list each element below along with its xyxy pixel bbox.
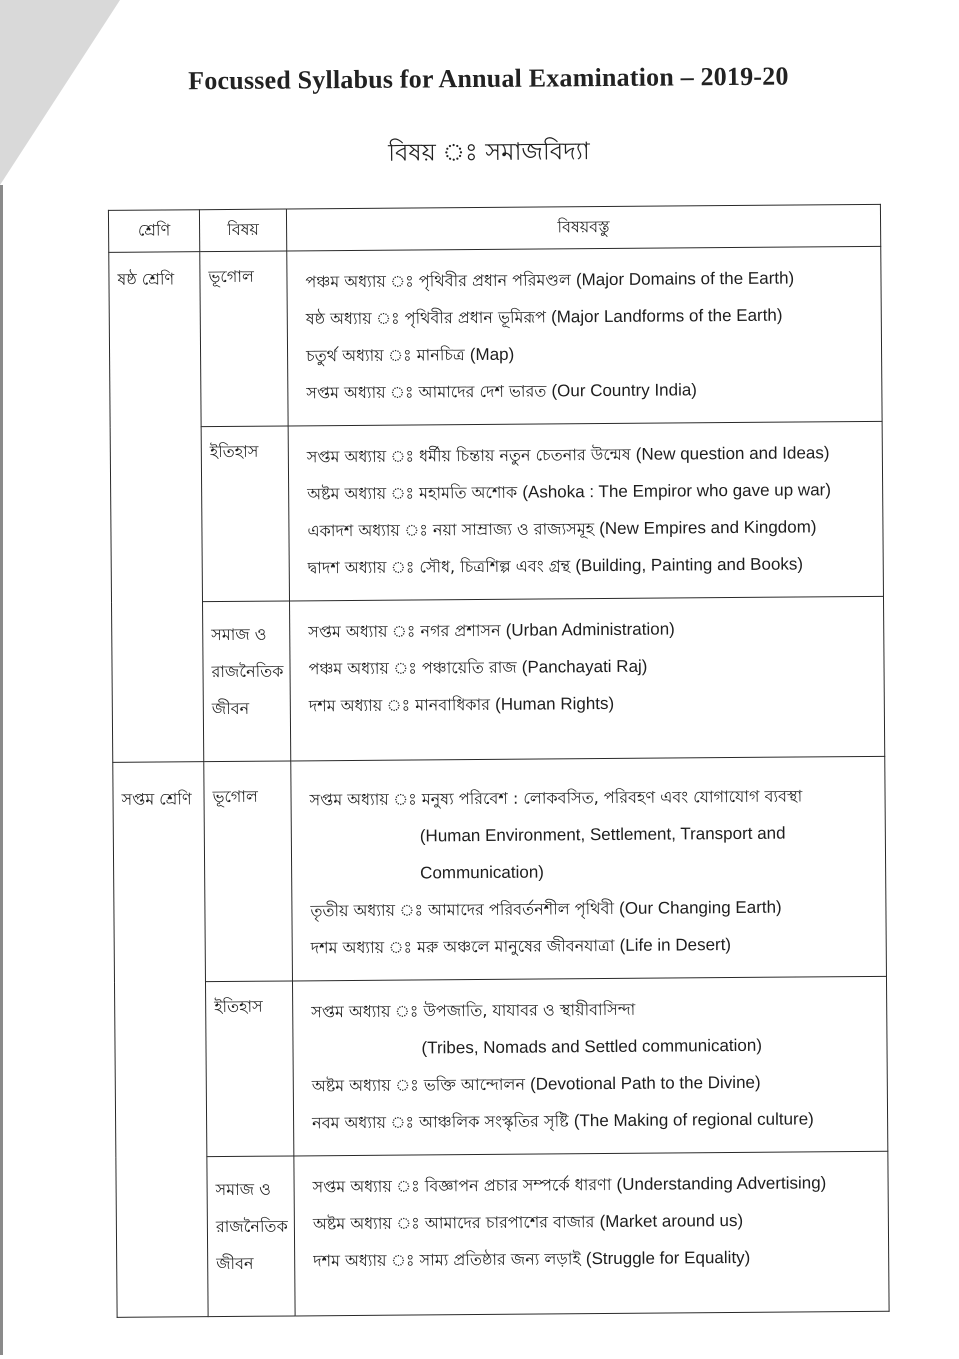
subject-cell bbox=[207, 1156, 295, 1317]
chapter-item: পঞ্চম অধ্যায় ঃ পৃথিবীর প্রধান পরিমণ্ডল (Major Domains of the Earth) bbox=[305, 268, 795, 292]
subject-label: ইতিহাস bbox=[214, 996, 263, 1017]
chapter-item-continuation: Communication) bbox=[420, 862, 544, 883]
header-subject: বিষয় bbox=[199, 209, 286, 252]
syllabus-table bbox=[108, 204, 890, 1318]
subject-label: ভূগোল bbox=[212, 786, 259, 807]
document-subject-heading: বিষয় ঃ সমাজবিদ্যা bbox=[388, 137, 590, 167]
chapter-item: অষ্টম অধ্যায় ঃ আমাদের চারপাশের বাজার (Market around us) bbox=[312, 1210, 744, 1234]
class-cell: সপ্তম শ্রেণি bbox=[113, 762, 208, 1318]
subject-cell bbox=[200, 251, 288, 427]
chapter-item: সপ্তম অধ্যায় ঃ বিজ্ঞাপন প্রচার সম্পর্কে ধারণা (Understanding Advertising) bbox=[312, 1173, 827, 1197]
table-row bbox=[114, 976, 887, 1157]
chapter-item: নবম অধ্যায় ঃ আঞ্চলিক সংস্কৃতির সৃষ্টি (The Making of regional culture) bbox=[312, 1109, 814, 1133]
subject-cell bbox=[205, 981, 293, 1157]
chapter-item: দশম অধ্যায় ঃ সাম্য প্রতিষ্ঠার জন্য লড়াই (Struggle for Equality) bbox=[313, 1247, 751, 1271]
class-cell: ষষ্ঠ শ্রেণি bbox=[109, 252, 204, 763]
table-row bbox=[109, 246, 882, 427]
subject-label-line: সমাজ ও bbox=[211, 624, 267, 645]
table-row bbox=[112, 596, 885, 762]
subject-label-line: জীবন bbox=[216, 1253, 254, 1274]
chapter-item: সপ্তম অধ্যায় ঃ নগর প্রশাসন (Urban Administration) bbox=[308, 619, 675, 642]
header-class: শ্রেণি bbox=[108, 210, 199, 253]
subject-label: ভূগোল bbox=[208, 266, 254, 287]
subject-label: ইতিহাস bbox=[209, 441, 259, 462]
content-cell bbox=[292, 976, 887, 1156]
chapter-item: দশম অধ্যায় ঃ মরু অঞ্চলে মানুষের জীবনযাত্রা (Life in Desert) bbox=[310, 935, 732, 958]
subject-label-line: সমাজ ও bbox=[215, 1179, 271, 1200]
chapter-item: একাদশ অধ্যায় ঃ নয়া সাম্রাজ্য ও রাজ্যসমূহ (New Empires and Kingdom) bbox=[307, 517, 817, 541]
chapter-item: পঞ্চম অধ্যায় ঃ পঞ্চায়েতি রাজ (Panchayati Raj) bbox=[308, 656, 648, 679]
table-row bbox=[116, 1151, 889, 1317]
content-cell bbox=[291, 756, 887, 981]
content-cell bbox=[290, 596, 885, 761]
chapter-item: ষষ্ঠ অধ্যায় ঃ পৃথিবীর প্রধান ভূমিরূপ (Major Landforms of the Earth) bbox=[305, 305, 783, 329]
subject-cell bbox=[204, 761, 293, 982]
subject-label-line: জীবন bbox=[211, 698, 250, 719]
chapter-item: চতুর্থ অধ্যায় ঃ মানচিত্র (Map) bbox=[306, 344, 515, 366]
chapter-item: সপ্তম অধ্যায় ঃ ধর্মীয় চিন্তায় নতুন চেতনার উন্মেষ (New question and Ideas) bbox=[306, 443, 830, 467]
header-content: বিষয়বস্তু bbox=[286, 204, 880, 251]
subject-label-line: রাজনৈতিক bbox=[215, 1216, 288, 1237]
table-row bbox=[113, 756, 887, 982]
chapter-item: সপ্তম অধ্যায় ঃ উপজাতি, যাযাবর ও স্থায়ীবাসিন্দা bbox=[311, 999, 636, 1022]
document-title: Focussed Syllabus for Annual Examination – 2019-20 bbox=[188, 61, 789, 96]
table-header-row bbox=[108, 204, 880, 252]
chapter-item-continuation: (Tribes, Nomads and Settled communication) bbox=[421, 1035, 763, 1058]
chapter-item: অষ্টম অধ্যায় ঃ ভক্তি আন্দোলন (Devotional Path to the Divine) bbox=[311, 1072, 761, 1096]
subject-label-line: রাজনৈতিক bbox=[211, 661, 284, 682]
chapter-item: সপ্তম অধ্যায় ঃ মনুষ্য পরিবেশ : লোকবসিত, পরিবহণ এবং যোগাযোগ ব্যবস্থা bbox=[309, 786, 803, 810]
content-cell bbox=[287, 246, 882, 426]
table-row bbox=[110, 421, 883, 602]
content-cell bbox=[288, 421, 883, 601]
chapter-item: সপ্তম অধ্যায় ঃ আমাদের দেশ ভারত (Our Country India) bbox=[306, 380, 698, 403]
subject-cell bbox=[203, 601, 291, 762]
content-cell bbox=[294, 1151, 889, 1316]
chapter-item: তৃতীয় অধ্যায় ঃ আমাদের পরিবর্তনশীল পৃথিবী (Our Changing Earth) bbox=[310, 897, 782, 921]
folded-page-corner bbox=[0, 0, 120, 185]
chapter-item: দ্বাদশ অধ্যায় ঃ সৌধ, চিত্রশিল্প এবং গ্রন্থ (Building, Painting and Books) bbox=[307, 554, 804, 578]
subject-cell bbox=[201, 426, 289, 602]
chapter-item-continuation: (Human Environment, Settlement, Transport and bbox=[419, 823, 786, 846]
chapter-item: অষ্টম অধ্যায় ঃ মহামতি অশোক (Ashoka : The Empiror who gave up war) bbox=[307, 480, 832, 504]
chapter-item: দশম অধ্যায় ঃ মানবাধিকার (Human Rights) bbox=[308, 693, 615, 716]
